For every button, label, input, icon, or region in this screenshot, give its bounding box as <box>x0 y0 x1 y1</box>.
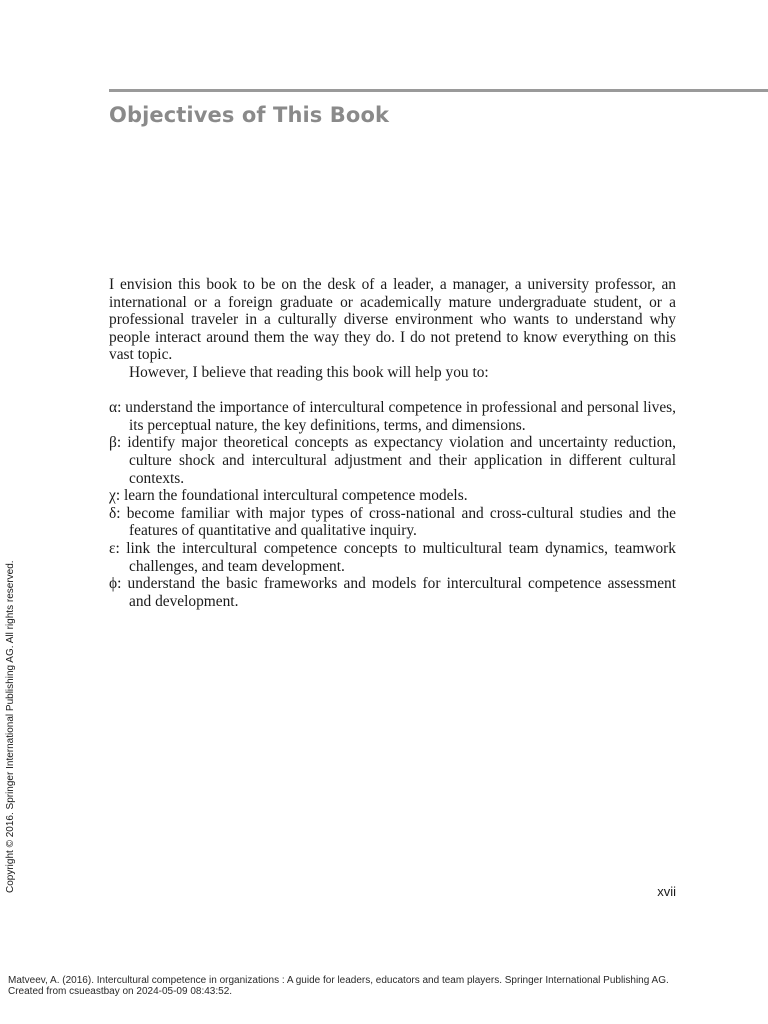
page-number: xvii <box>657 884 676 899</box>
objective-item-beta: β: identify major theoretical concepts as expectancy violation and uncertainty reduction, culture shock and intercultural adjustment and their application in different cultural contexts. <box>109 434 676 487</box>
objective-item-phi: ϕ: understand the basic frameworks and models for intercultural competence assessment and development. <box>109 575 676 610</box>
objective-item-chi: χ: learn the foundational intercultural competence models. <box>109 487 468 505</box>
footer-created: Created from csueastbay on 2024-05-09 08:43:52. <box>8 986 233 997</box>
objective-item-delta: δ: become familiar with major types of cross-national and cross-cultural studies and the features of quantitative and qualitative inquiry. <box>109 504 676 540</box>
objectives-list <box>109 399 676 610</box>
footer <box>8 975 669 997</box>
chapter-title: Objectives of This Book <box>109 103 390 127</box>
intro-paragraph: I envision this book to be on the desk of a leader, a manager, a university professor, an international or a foreign graduate or academically mature undergraduate student, or a professional traveler in a culturally diverse environment who wants to understand why people interact around them the way they do. I do not pretend to know everything on this vast topic. <box>109 276 676 364</box>
objective-item-epsilon: ε: link the intercultural competence concepts to multicultural team dynamics, teamwork challenges, and team development. <box>109 539 676 575</box>
footer-citation: Matveev, A. (2016). Intercultural competence in organizations : A guide for leaders, educators and team players. Springer International Publishing AG. <box>8 975 669 986</box>
objective-item-alpha: α: understand the importance of intercultural competence in professional and personal lives, its perceptual nature, the key definitions, terms, and dimensions. <box>109 399 676 434</box>
top-rule <box>109 89 768 92</box>
lead-in-paragraph: However, I believe that reading this book will help you to: <box>129 363 489 381</box>
side-copyright-notice: Copyright © 2016. Springer International Publishing AG. All rights reserved. <box>5 560 16 893</box>
body-text <box>109 276 676 610</box>
